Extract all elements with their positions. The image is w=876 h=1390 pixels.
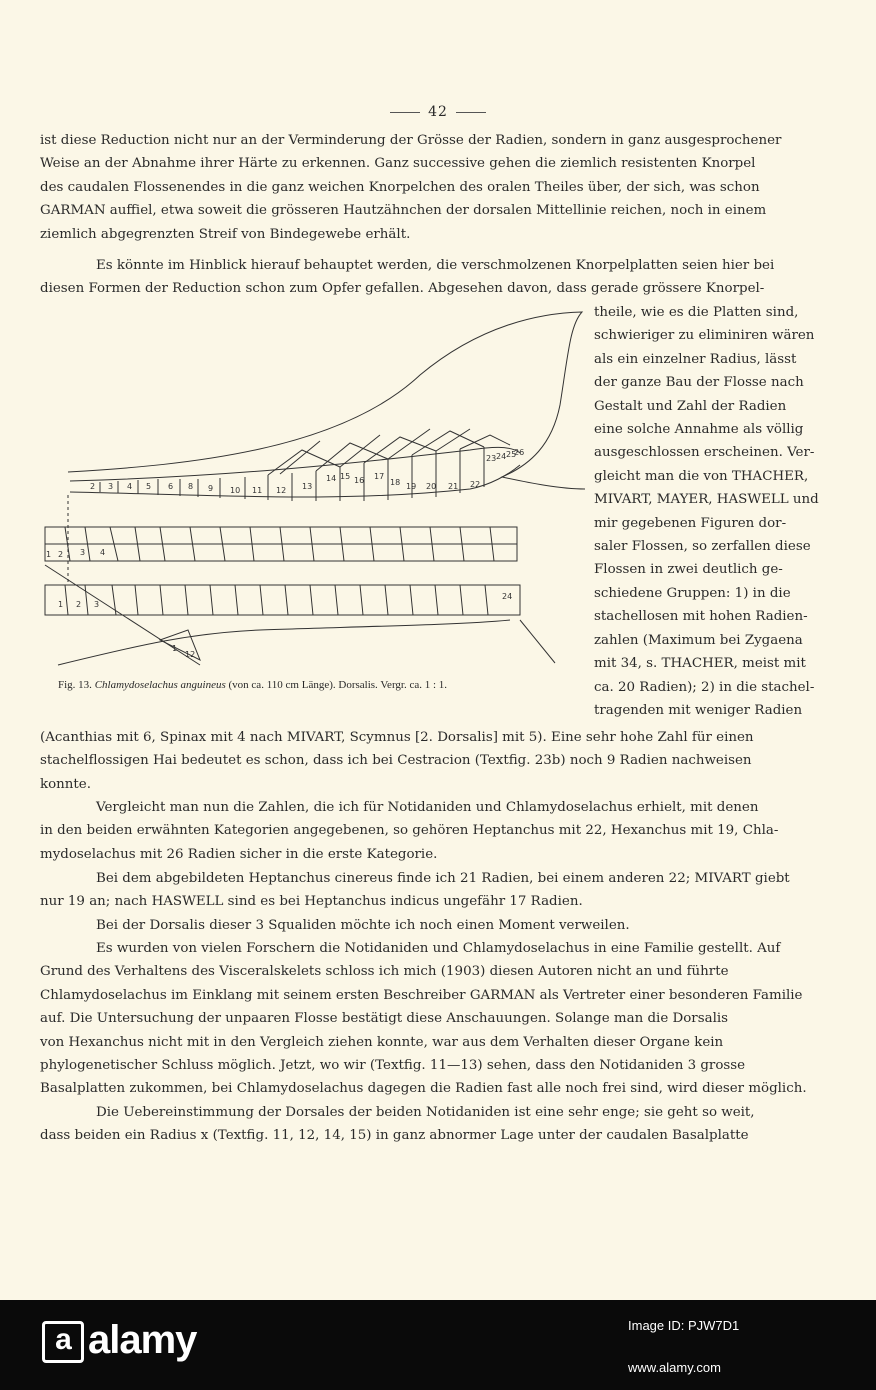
figure-13-dorsal-fin-drawing xyxy=(40,445,580,675)
radial-label: 13 xyxy=(302,482,313,491)
page-number-text: 42 xyxy=(428,104,448,120)
cartilage-row-middle-cells xyxy=(45,527,517,561)
radial-label: 23 xyxy=(486,454,497,463)
paragraph-2 xyxy=(40,254,836,301)
row-label: 3 xyxy=(94,600,100,609)
caption-label: Fig. 13. xyxy=(58,679,92,691)
line: ist diese Reduction nicht nur an der Verminderung der Grösse der Radien, sondern in ganz ausgesprochener xyxy=(40,133,782,148)
line: dass beiden ein Radius x (Textfig. 11, 12, 14, 15) in ganz abnormer Lage unter der caudalen Basalplatte xyxy=(40,1128,749,1144)
body-line xyxy=(58,620,510,665)
figure-caption xyxy=(58,679,568,691)
line: Die Uebereinstimmung der Dorsales der beiden Notidaniden ist eine sehr enge; sie geht so weit, xyxy=(96,1105,755,1120)
caption-species: Chlamydoselachus anguineus xyxy=(94,679,226,691)
page-number xyxy=(0,104,876,120)
line: Gestalt und Zahl der Radien xyxy=(594,398,787,414)
line: saler Flossen, so zerfallen diese xyxy=(594,539,811,555)
side-column-text xyxy=(594,301,836,722)
radial-label: 10 xyxy=(230,486,241,495)
line: schwieriger zu eliminiren wären xyxy=(594,328,815,344)
line: in den beiden erwähnten Kategorien angegebenen, so gehören Heptanchus mit 22, Hexanchus mit 19, Chla- xyxy=(40,823,779,839)
radial-label: 19 xyxy=(406,482,417,491)
row-label: 1 xyxy=(58,600,64,609)
radial-label: 16 xyxy=(354,476,365,485)
row-label: 3 xyxy=(80,548,86,557)
line: Bei dem abgebildeten Heptanchus cinereus finde ich 21 Radien, bei einem anderen 22; MIVART giebt xyxy=(96,871,790,886)
paragraph-8 xyxy=(40,1101,836,1148)
line: theile, wie es die Platten sind, xyxy=(594,305,799,320)
line: der ganze Bau der Flosse nach xyxy=(594,375,804,391)
radial-label: 2 xyxy=(90,482,96,491)
radial-label: 11 xyxy=(252,486,263,495)
row-label: 2 xyxy=(76,600,82,609)
line: Es könnte im Hinblick hierauf behauptet werden, die verschmolzenen Knorpelplatten seien hier bei xyxy=(96,258,775,273)
radial-label: 17 xyxy=(374,472,385,481)
line: stachellosen mit hohen Radien- xyxy=(594,609,808,625)
radial-label: 6 xyxy=(168,482,174,491)
line: Bei der Dorsalis dieser 3 Squaliden möchte ich noch einen Moment verweilen. xyxy=(96,918,630,933)
line: MIVART, MAYER, HASWELL und xyxy=(594,492,819,508)
radial-label: 12 xyxy=(276,486,287,495)
row-label: 4 xyxy=(100,548,106,557)
paragraph-7 xyxy=(40,937,836,1101)
dash-right xyxy=(456,112,486,113)
radial-label: 9 xyxy=(208,484,214,493)
dash-left xyxy=(390,112,420,113)
line: diesen Formen der Reduction schon zum Opfer gefallen. Abgesehen davon, dass gerade grössere Knorpel- xyxy=(40,281,765,297)
site-url: www.alamy.com xyxy=(628,1360,721,1375)
line: Flossen in zwei deutlich ge- xyxy=(594,562,783,578)
line: Chlamydoselachus im Einklang mit seinem ersten Beschreiber GARMAN als Vertreter einer besonderen Familie xyxy=(40,987,803,1003)
line: auf. Die Untersuchung der unpaaren Flosse bestätigt diese Anschauungen. Solange man die Dorsalis xyxy=(40,1011,729,1027)
paragraph-6 xyxy=(40,914,836,937)
line: mit 34, s. THACHER, meist mit xyxy=(594,656,806,672)
line: ausgeschlossen erscheinen. Ver- xyxy=(594,445,815,461)
radial-label: 14 xyxy=(326,474,337,483)
line: konnte. xyxy=(40,776,91,792)
radial-label: 22 xyxy=(470,480,481,489)
brand-name: alamy xyxy=(88,1318,197,1362)
image-id-label: Image ID: PJW7D1 xyxy=(628,1318,740,1333)
line: Basalplatten zukommen, bei Chlamydoselachus dagegen die Radien fast alle noch frei sind, wird dieser möglich. xyxy=(40,1081,807,1097)
line: Grund des Verhaltens des Visceralskelets schloss ich mich (1903) diesen Autoren nicht an und führte xyxy=(40,964,729,980)
radial-label: 24 xyxy=(496,452,507,461)
line: phylogenetischer Schluss möglich. Jetzt, wo wir (Textfig. 11—13) sehen, dass den Notidaniden 3 grosse xyxy=(40,1058,746,1074)
line: GARMAN auffiel, etwa soweit die grösseren Hautzähnchen der dorsalen Mittellinie reichen, noch in einem xyxy=(40,203,767,219)
line: Weise an der Abnahme ihrer Härte zu erkennen. Ganz successive gehen die ziemlich resistenten Knorpel xyxy=(40,156,756,172)
line: Vergleicht man nun die Zahlen, die ich für Notidaniden und Chlamydoselachus erhielt, mit denen xyxy=(96,800,759,815)
radial-label: 18 xyxy=(390,478,401,487)
line: mydoselachus mit 26 Radien sicher in die erste Kategorie. xyxy=(40,846,438,862)
line: stachelflossigen Hai bedeutet es schon, dass ich bei Cestracion (Textfig. 23b) noch 9 Radien nachweisen xyxy=(40,753,752,769)
radial-label: 3 xyxy=(108,482,114,491)
paragraph-5 xyxy=(40,867,836,914)
radial-label: 5 xyxy=(146,482,152,491)
alamy-logo xyxy=(42,1318,196,1363)
line: von Hexanchus nicht mit in den Vergleich ziehen konnte, war aus dem Verhalten dieser Organe kein xyxy=(40,1034,724,1050)
line: ca. 20 Radien); 2) in die stachel- xyxy=(594,679,815,695)
row-label: 2 xyxy=(58,550,64,559)
stock-photo-footer xyxy=(0,1300,876,1390)
radial-label: 8 xyxy=(188,482,194,491)
row-label: 1 xyxy=(46,550,52,559)
line: eine solche Annahme als völlig xyxy=(594,422,804,438)
radial-label: 4 xyxy=(127,482,133,491)
caption-rest: (von ca. 110 cm Länge). Dorsalis. Vergr. ca. 1 : 1. xyxy=(228,679,448,691)
line: Es wurden von vielen Forschern die Notidaniden und Chlamydoselachus in eine Familie gestellt. Auf xyxy=(96,941,781,956)
radial-label: 20 xyxy=(426,482,437,491)
line: gleicht man die von THACHER, xyxy=(594,468,809,484)
paragraph-3 xyxy=(40,726,836,796)
radial-label: 15 xyxy=(340,472,351,481)
cartilage-row-lower-cells xyxy=(65,585,488,615)
radial-label: 26 xyxy=(514,448,525,457)
line: als ein einzelner Radius, lässt xyxy=(594,351,797,367)
line: ziemlich abgegrenzten Streif von Bindegewebe erhält. xyxy=(40,226,411,242)
lower-diagonal-2 xyxy=(520,620,555,663)
line: mir gegebenen Figuren dor- xyxy=(594,515,787,531)
basal-label: 12 xyxy=(185,650,196,659)
line: zahlen (Maximum bei Zygaena xyxy=(594,632,803,648)
radial-label: 25 xyxy=(506,450,517,459)
line: des caudalen Flossenendes in die ganz weichen Knorpelchen des oralen Theiles über, der sich, was schon xyxy=(40,179,760,195)
paragraph-1 xyxy=(40,129,836,246)
paragraph-4 xyxy=(40,796,836,866)
radial-label: 21 xyxy=(448,482,459,491)
line: nur 19 an; nach HASWELL sind es bei Heptanchus indicus ungefähr 17 Radien. xyxy=(40,894,583,910)
line: (Acanthias mit 6, Spinax mit 4 nach MIVART, Scymnus [2. Dorsalis] mit 5). Eine sehr hohe Zahl für einen xyxy=(40,730,754,745)
line: schiedene Gruppen: 1) in die xyxy=(594,585,791,601)
row-label: 24 xyxy=(502,592,513,601)
basal-label: 1 xyxy=(172,644,178,653)
line: tragenden mit weniger Radien xyxy=(594,702,803,718)
alamy-a-icon: a xyxy=(42,1321,84,1363)
radial-row-top xyxy=(70,447,520,481)
